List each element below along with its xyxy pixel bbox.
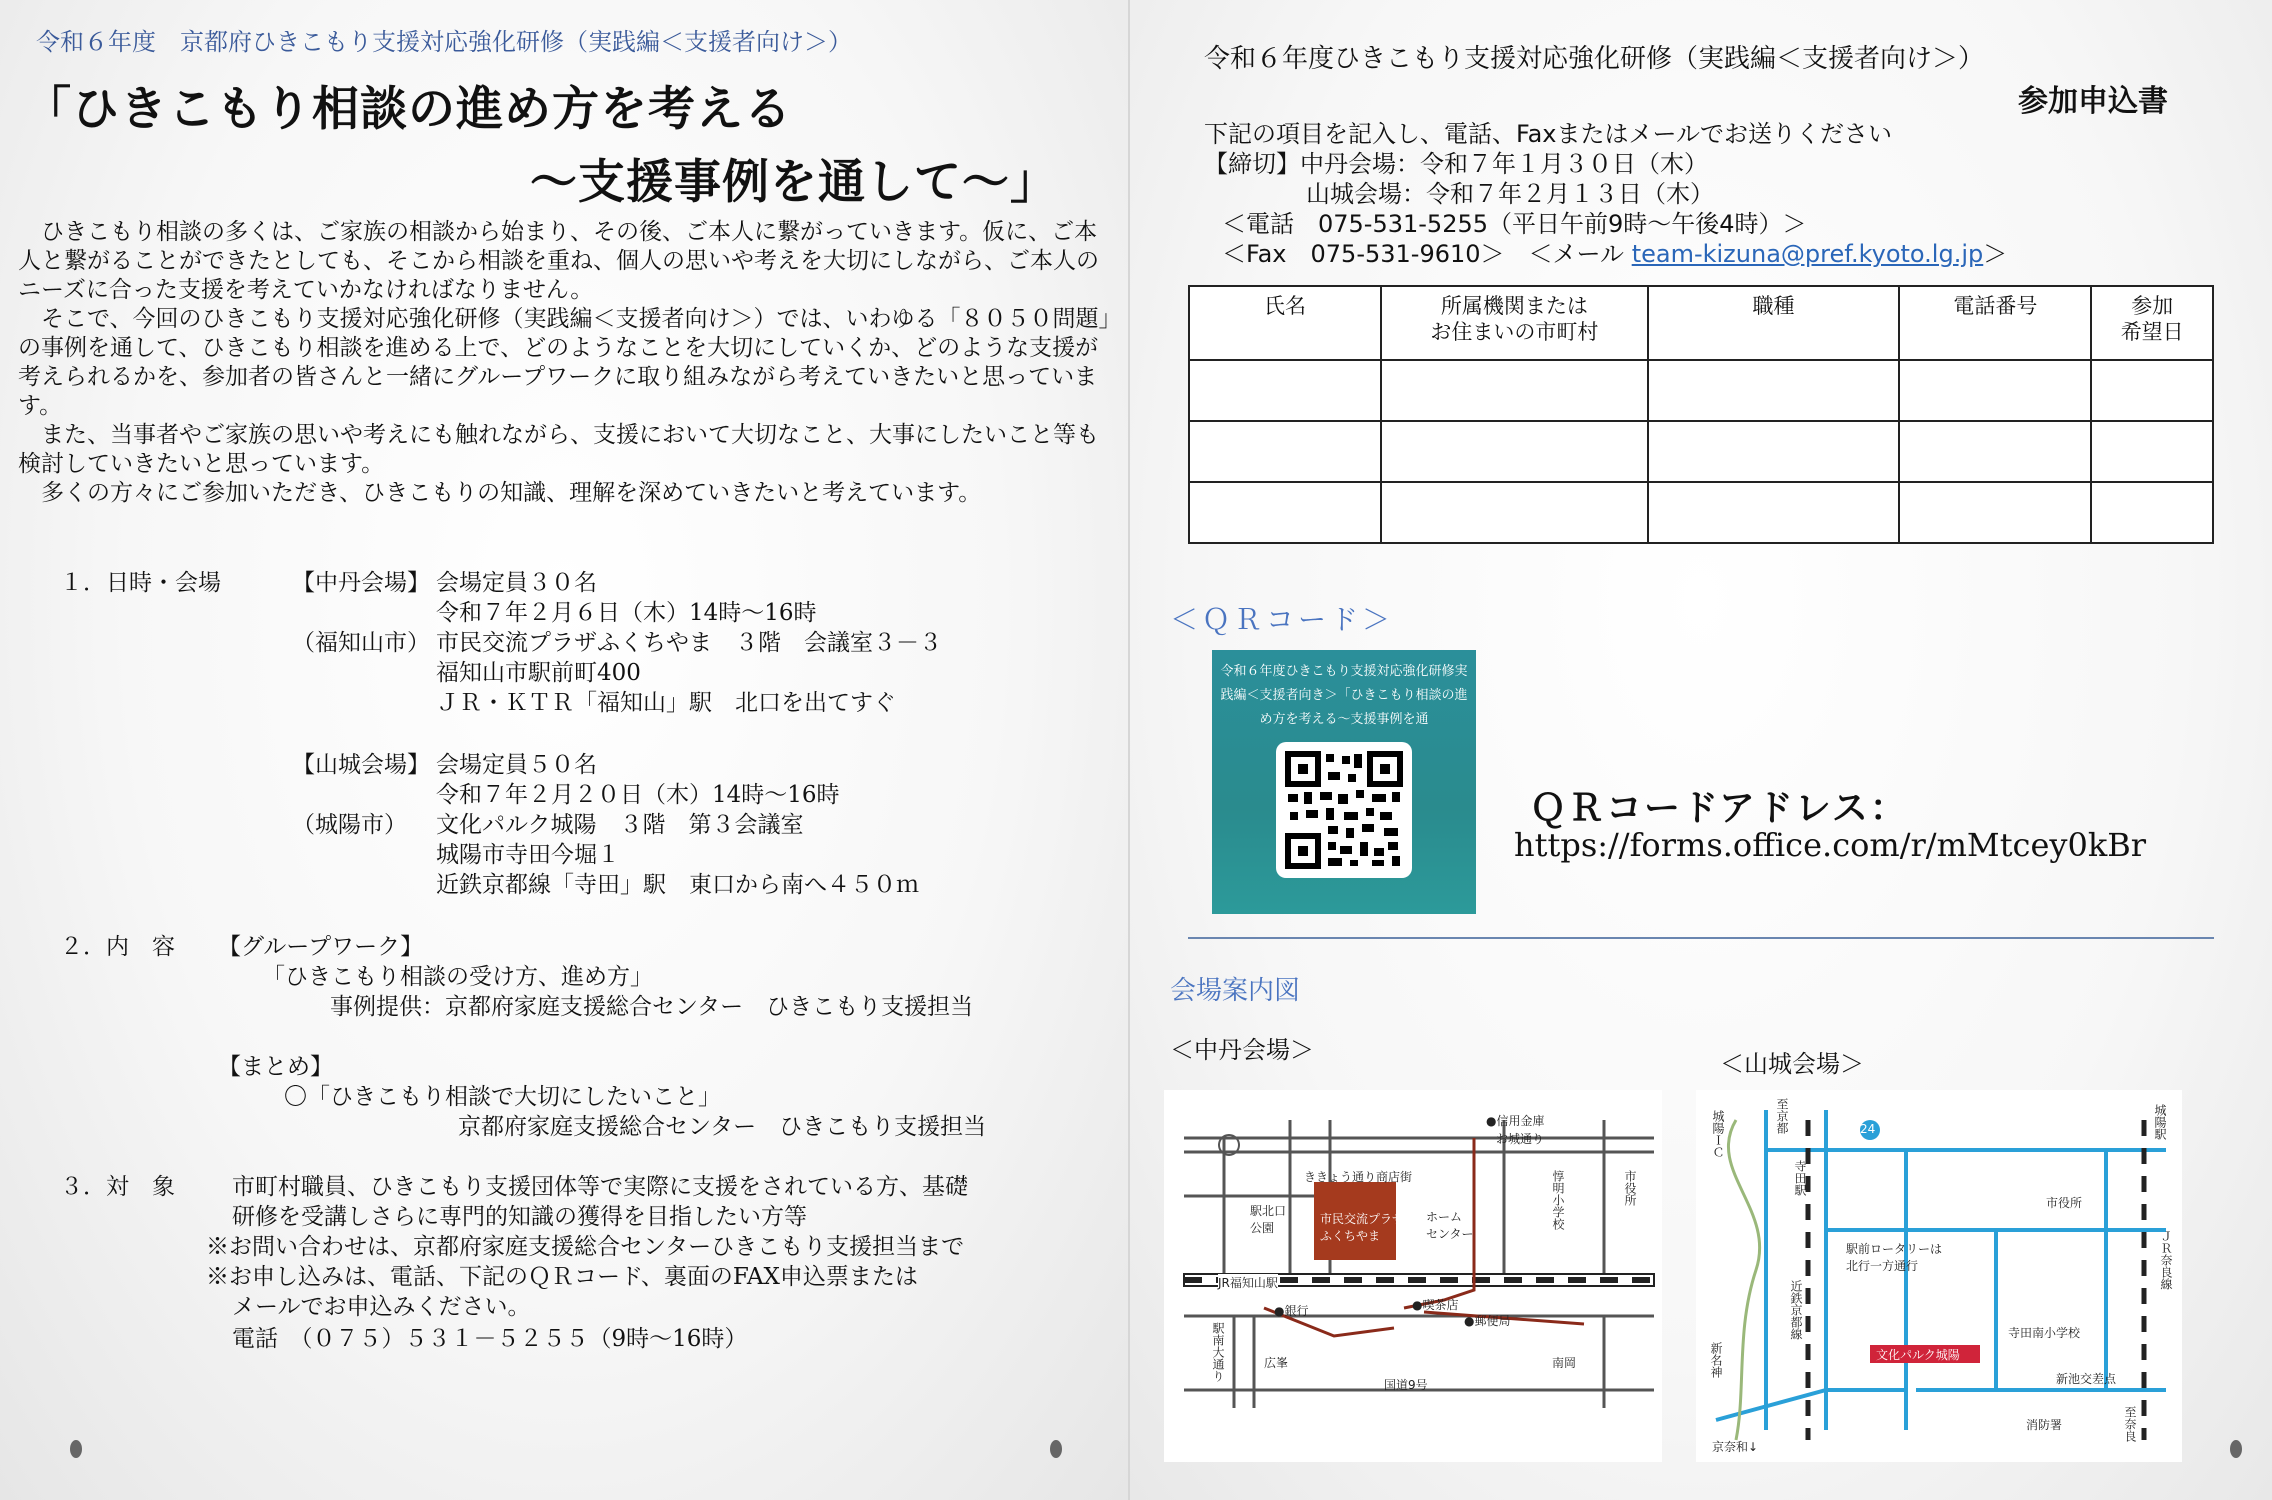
target-line-2: 研修を受講しさらに専門的知識の獲得を目指したい方等	[232, 1204, 807, 1230]
chutan-capacity: 会場定員３０名	[436, 570, 597, 596]
fax-label: ＜Fax 075-531-9610＞ ＜メール	[1222, 240, 1625, 268]
map2-school-label: 寺田南小学校	[2008, 1326, 2081, 1340]
map2-kyoto-label: 至京都	[1775, 1098, 1789, 1134]
map1-odori-label: お城通り	[1496, 1132, 1545, 1146]
groupwork-provider: 事例提供：京都府家庭支援総合センター ひきこもり支援担当	[330, 994, 974, 1020]
application-note: ※お申し込みは、電話、下記のＱＲコード、裏面のFAX申込票または	[206, 1264, 918, 1290]
venue-map-label: 会場案内図	[1170, 976, 1301, 1006]
phone-cell[interactable]	[1899, 482, 2091, 543]
title-line-1: 「ひきこもり相談の進め方を考える	[24, 82, 792, 137]
qr-caption: 令和６年度ひきこもり支援対応強化研修実践編＜支援者向き＞「ひきこもり相談の進め方を考える～支援事例を通	[1220, 664, 1468, 727]
table-header-row	[1189, 286, 2213, 360]
section-2-label: ２．内 容	[60, 934, 175, 960]
map1-nanma-label: 南岡	[1552, 1356, 1577, 1370]
map2-rotary-note: 駅前ロータリーは 北行一方通行	[1846, 1242, 1943, 1273]
map2-route24-label: 24	[1860, 1122, 1876, 1136]
application-form-table	[1188, 285, 2214, 544]
right-page	[1130, 0, 2272, 1500]
chutan-access: ＪＲ・ＫＴＲ「福知山」駅 北口を出てすぐ	[436, 690, 896, 716]
col-name: 氏名	[1189, 286, 1381, 360]
name-cell[interactable]	[1189, 360, 1381, 421]
chutan-tag: 【中丹会場】	[292, 570, 430, 596]
qr-section-label: ＜ＱＲコード＞	[1170, 603, 1395, 636]
yamashiro-address: 城陽市寺田今堀１	[436, 842, 620, 868]
col-occupation: 職種	[1648, 286, 1900, 360]
map2-fire-station-label: 消防署	[2026, 1418, 2063, 1432]
phone-cell[interactable]	[1899, 421, 2091, 482]
section-3-label: ３．対 象	[60, 1174, 175, 1200]
groupwork-topic: 「ひきこもり相談の受け方、進め方」	[262, 964, 653, 990]
map1-shinyo-label: ●信用金庫	[1486, 1114, 1545, 1128]
table-row	[1189, 482, 2213, 543]
map1-ekimae-label: 駅南大通り	[1211, 1322, 1225, 1382]
map1-home-label: ホーム センター	[1426, 1210, 1474, 1241]
chutan-date: 令和７年２月６日（木）14時～16時	[436, 600, 817, 626]
fax-close: ＞	[1983, 240, 2008, 268]
intro-paragraph: ひきこもり相談の多くは、ご家族の相談から始まり、その後、ご本人に繋がっていきます。仮に、ご本人と繋がることができたとしても、そこから相談を重ね、個人の思いや考えを大切にしながら、ご本人のニーズに合った支援を考えていかなければなりません。	[18, 219, 1099, 303]
left-page	[0, 0, 1128, 1500]
col-affiliation: 所属機関または お住まいの市町村	[1381, 286, 1648, 360]
map2-joyo-station-label: 城陽駅	[2153, 1104, 2167, 1140]
chutan-address: 福知山市駅前町400	[436, 660, 641, 686]
intro-paragraph: そこで、今回のひきこもり支援対応強化研修（実践編＜支援者向け＞）では、いわゆる「８０５０問題」の事例を通して、ひきこもり相談を進める上で、どのようなことを大切にしていくか、どのような支援が考えられるかを、参加者の皆さんと一緒にグループワークに取り組みながら考えていきたいと思っています。	[18, 306, 1111, 419]
map1-hiro-label: 広峯	[1264, 1356, 1289, 1370]
application-title: 参加申込書	[2018, 84, 2168, 119]
application-note-2: メールでお申込みください。	[232, 1294, 531, 1320]
date-cell[interactable]	[2091, 421, 2213, 482]
section-divider	[1188, 937, 2214, 939]
deadline-chutan: 【締切】中丹会場：令和７年１月３０日（木）	[1204, 150, 1708, 178]
section-1-label: １．日時・会場	[60, 570, 221, 596]
map1-jr-label: JR福知山駅	[1218, 1276, 1278, 1290]
affiliation-cell[interactable]	[1381, 360, 1648, 421]
left-header: 令和６年度 京都府ひきこもり支援対応強化研修（実践編＜支援者向け＞）	[36, 28, 852, 56]
map2-shinmei-label: 新名神	[1709, 1342, 1723, 1378]
title-line-2: ～支援事例を通して～」	[530, 155, 1058, 210]
groupwork-tag: 【グループワーク】	[218, 934, 424, 960]
map2-kyonawa-label: 京奈和↓	[1712, 1440, 1759, 1454]
email-link[interactable]: team-kizuna@pref.kyoto.lg.jp	[1631, 240, 1984, 268]
yamashiro-city: （城陽市）	[292, 812, 407, 838]
map1-kikyo-label: ききょう通り商店街	[1304, 1170, 1413, 1184]
chutan-venue: 市民交流プラザふくちやま ３階 会議室３－３	[436, 630, 942, 656]
yamashiro-date: 令和７年２月２０日（木）14時～16時	[436, 782, 840, 808]
yamashiro-map-label: ＜山城会場＞	[1720, 1050, 1864, 1078]
map1-route9-label: 国道9号	[1384, 1378, 1428, 1392]
intro-text	[18, 218, 1113, 508]
qr-address-url[interactable]: https://forms.office.com/r/mMtcey0kBr	[1514, 826, 2147, 864]
map1-cafe-label: ●喫茶店	[1412, 1298, 1459, 1312]
yamashiro-venue: 文化パルク城陽 ３階 第３会議室	[436, 812, 804, 838]
chutan-map-label: ＜中丹会場＞	[1170, 1036, 1314, 1064]
deadline-yamashiro: 山城会場：令和７年２月１３日（木）	[1306, 180, 1714, 208]
col-phone: 電話番号	[1899, 286, 2091, 360]
intro-paragraph: 多くの方々にご参加いただき、ひきこもりの知識、理解を深めていきたいと考えています。	[18, 480, 982, 506]
map2-shinike-label: 新池交差点	[2056, 1372, 2117, 1386]
map1-post-label: ●郵便局	[1464, 1314, 1511, 1328]
map1-bank-label: ●銀行	[1274, 1304, 1309, 1318]
map1-park-label: 駅北口 公園	[1250, 1204, 1287, 1235]
right-header: 令和６年度ひきこもり支援対応強化研修（実践編＜支援者向け＞）	[1204, 44, 1985, 74]
chutan-venue-map	[1164, 1090, 1662, 1462]
chutan-city: （福知山市）	[292, 630, 430, 656]
name-cell[interactable]	[1189, 482, 1381, 543]
map2-nara-label: 至奈良	[2123, 1406, 2137, 1442]
qr-code-card[interactable]	[1212, 650, 1476, 914]
map1-school-label: 惇明小学校	[1551, 1170, 1565, 1230]
map2-terada-label: 寺田駅	[1793, 1160, 1807, 1196]
map2-jr-line-label: ＪＲ奈良線	[2159, 1230, 2173, 1290]
occupation-cell[interactable]	[1648, 421, 1900, 482]
affiliation-cell[interactable]	[1381, 482, 1648, 543]
affiliation-cell[interactable]	[1381, 421, 1648, 482]
inquiry-note: ※お問い合わせは、京都府家庭支援総合センターひきこもり支援担当まで	[206, 1234, 965, 1260]
map2-city-hall-label: 市役所	[2046, 1196, 2083, 1210]
yamashiro-access: 近鉄京都線「寺田」駅 東口から南へ４５０ｍ	[436, 872, 919, 898]
col-preferred-date: 参加 希望日	[2091, 286, 2213, 360]
contact-phone: 電話 （０７５）５３１－５２５５（9時～16時）	[232, 1326, 748, 1352]
page-marker-dot	[2230, 1440, 2242, 1458]
fax-contact	[1222, 234, 2007, 269]
summary-provider: 京都府家庭支援総合センター ひきこもり支援担当	[458, 1114, 987, 1140]
qr-address-label: ＱＲコードアドレス：	[1530, 787, 1908, 829]
name-cell[interactable]	[1189, 421, 1381, 482]
target-line-1: 市町村職員、ひきこもり支援団体等で実際に支援をされている方、基礎	[232, 1174, 968, 1200]
intro-paragraph: また、当事者やご家族の思いや考えにも触れながら、支援において大切なこと、大事にしたいこと等も検討していきたいと思っています。	[18, 422, 1099, 477]
phone-contact: ＜電話 075-531-5255（平日午前9時～午後4時）＞	[1222, 210, 1807, 238]
map2-kintetsu-label: 近鉄京都線	[1789, 1280, 1803, 1340]
occupation-cell[interactable]	[1648, 360, 1900, 421]
qr-code-icon	[1276, 742, 1412, 878]
page-marker-dot	[1050, 1440, 1062, 1458]
table-row	[1189, 421, 2213, 482]
date-cell[interactable]	[2091, 360, 2213, 421]
page-marker-dot	[70, 1440, 82, 1458]
yamashiro-tag: 【山城会場】	[292, 752, 430, 778]
phone-cell[interactable]	[1899, 360, 2091, 421]
summary-tag: 【まとめ】	[218, 1054, 333, 1080]
map1-shiyaku-label: 市役所	[1623, 1170, 1637, 1206]
map2-ic-label: 城陽ＩＣ	[1711, 1110, 1725, 1158]
yamashiro-capacity: 会場定員５０名	[436, 752, 597, 778]
table-row	[1189, 360, 2213, 421]
yamashiro-venue-map	[1696, 1090, 2182, 1462]
map2-venue-label: 文化パルク城陽	[1876, 1348, 1960, 1362]
summary-topic: 〇「ひきこもり相談で大切にしたいこと」	[284, 1084, 721, 1110]
occupation-cell[interactable]	[1648, 482, 1900, 543]
map1-plaza-label: 市民交流プラザ ふくちやま	[1320, 1212, 1405, 1243]
instructions: 下記の項目を記入し、電話、Faxまたはメールでお送りください	[1204, 120, 1893, 148]
date-cell[interactable]	[2091, 482, 2213, 543]
